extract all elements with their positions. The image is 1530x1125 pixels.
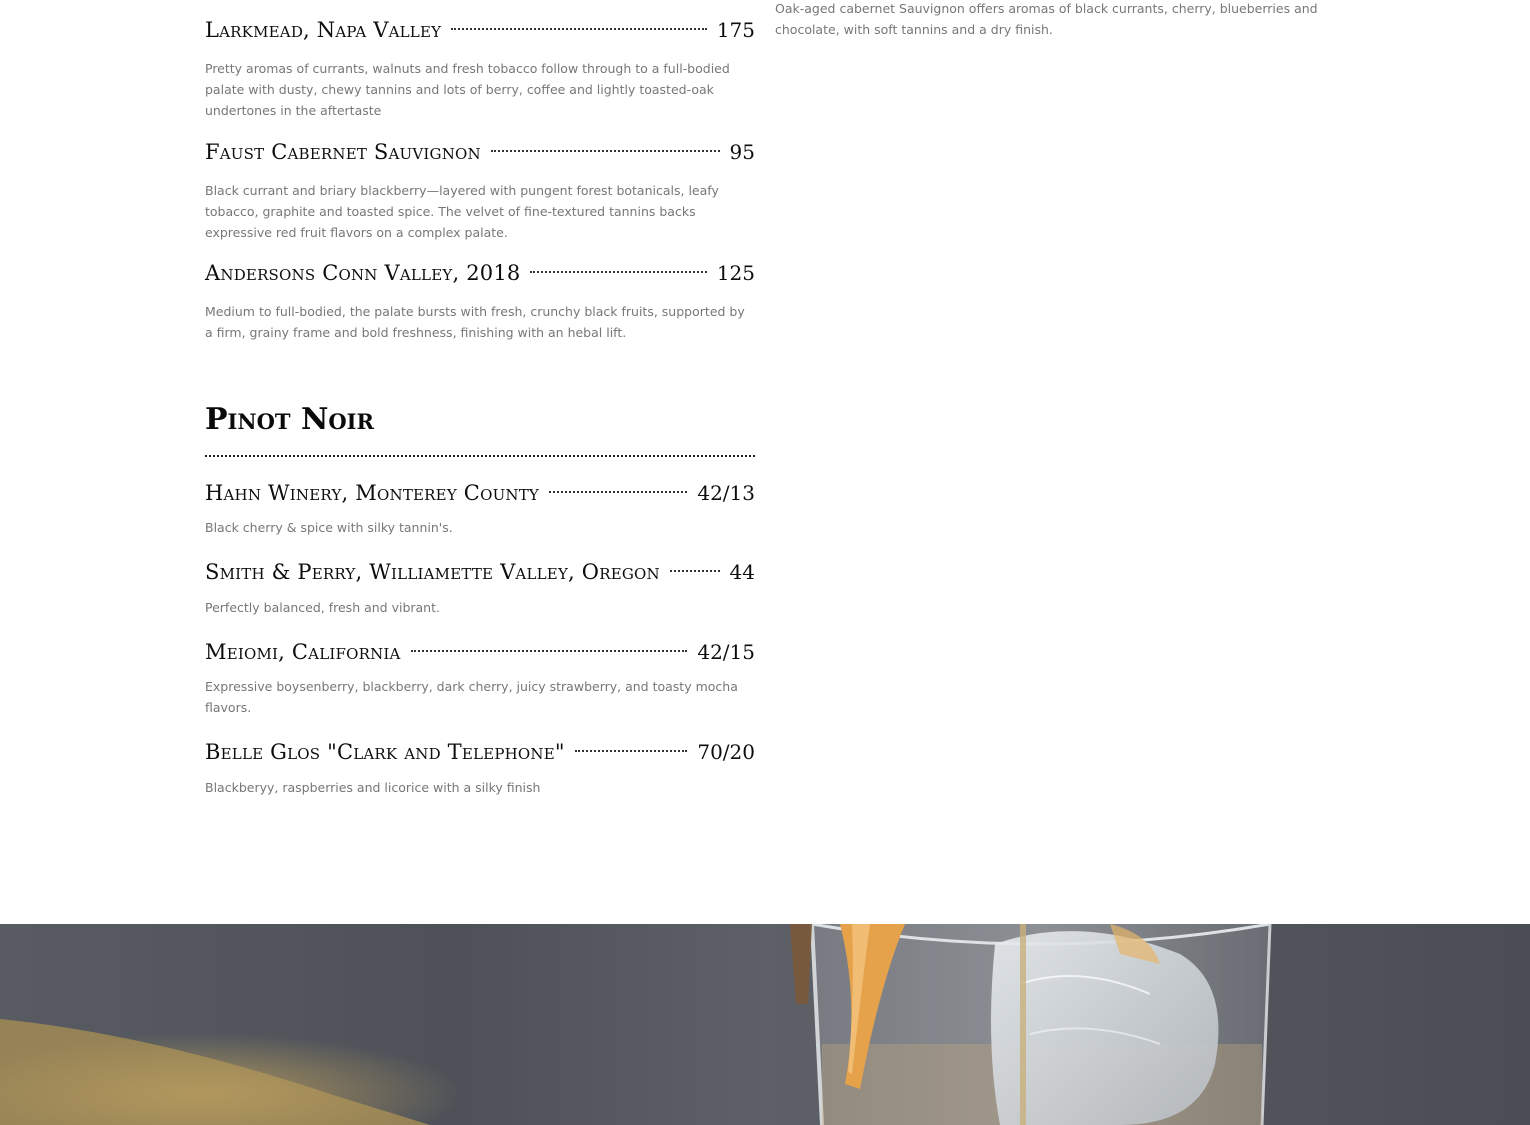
menu-item-price: 42/15 xyxy=(697,640,755,664)
menu-item-price: 70/20 xyxy=(697,740,755,764)
dotted-leader xyxy=(549,491,687,493)
menu-item-price: 175 xyxy=(716,18,755,42)
menu-item-belle-glos xyxy=(205,737,755,798)
menu-item-name: Faust Cabernet Sauvignon xyxy=(205,140,481,164)
menu-item-name: Larkmead, Napa Valley xyxy=(205,18,442,42)
cocktail-photo-banner xyxy=(0,924,1530,1125)
menu-item-header xyxy=(205,478,755,508)
dotted-leader xyxy=(575,750,688,752)
menu-item-price: 95 xyxy=(729,140,755,164)
menu-item-description: Expressive boysenberry, blackberry, dark cherry, juicy strawberry, and toasty mocha flavors. xyxy=(205,679,738,715)
menu-item-larkmead xyxy=(205,15,755,121)
menu-item-description: Black currant and briary blackberry—layered with pungent forest botanicals, leafy tobacco, graphite and toasted spice. The velvet of fine-textured tannins backs expressive red fruit flavors on a complex palate. xyxy=(205,183,719,240)
menu-item-name: Belle Glos "Clark and Telephone" xyxy=(205,740,565,764)
menu-item-header xyxy=(205,557,755,587)
dotted-leader xyxy=(451,28,707,30)
menu-item-header xyxy=(205,637,755,667)
dotted-leader xyxy=(670,570,720,572)
menu-item-description: Pretty aromas of currants, walnuts and fresh tobacco follow through to a full-bodied palate with dusty, chewy tannins and lots of berry, coffee and lightly toasted-oak undertones in the aftertaste xyxy=(205,61,730,118)
menu-item-smith-perry xyxy=(205,557,755,618)
menu-item-name: Andersons Conn Valley, 2018 xyxy=(205,261,521,285)
menu-item-description: Medium to full-bodied, the palate bursts with fresh, crunchy black fruits, supported by a firm, grainy frame and bold freshness, finishing with an hebal lift. xyxy=(205,304,745,340)
menu-item-description: Black cherry & spice with silky tannin's. xyxy=(205,520,453,535)
menu-item-header xyxy=(205,737,755,767)
section-title-pinot-noir: Pinot Noir xyxy=(205,402,374,437)
menu-item-name: Meiomi, California xyxy=(205,640,401,664)
menu-item-hahn xyxy=(205,478,755,538)
menu-item-header xyxy=(205,15,755,45)
menu-item-price: 44 xyxy=(729,560,755,584)
section-divider xyxy=(205,455,755,457)
dotted-leader xyxy=(491,150,720,152)
menu-item-description: Blackberyy, raspberries and licorice with a silky finish xyxy=(205,780,541,795)
menu-item-meiomi xyxy=(205,637,755,718)
menu-item-description: Perfectly balanced, fresh and vibrant. xyxy=(205,600,440,615)
cocktail-glass-illustration xyxy=(0,924,1530,1125)
menu-item-andersons xyxy=(205,258,755,343)
dotted-leader xyxy=(530,271,706,273)
menu-item-faust xyxy=(205,137,755,243)
menu-item-price: 42/13 xyxy=(697,481,755,505)
menu-item-name: Hahn Winery, Monterey County xyxy=(205,481,540,505)
menu-item-description: Oak-aged cabernet Sauvignon offers aromas of black currants, cherry, blueberries and chocolate, with soft tannins and a dry finish. xyxy=(775,1,1318,37)
menu-item-header xyxy=(205,258,755,288)
dotted-leader xyxy=(411,650,688,652)
menu-item-price: 125 xyxy=(716,261,755,285)
menu-item-header xyxy=(205,137,755,167)
menu-item-name: Smith & Perry, Williamette Valley, Oregon xyxy=(205,560,660,584)
